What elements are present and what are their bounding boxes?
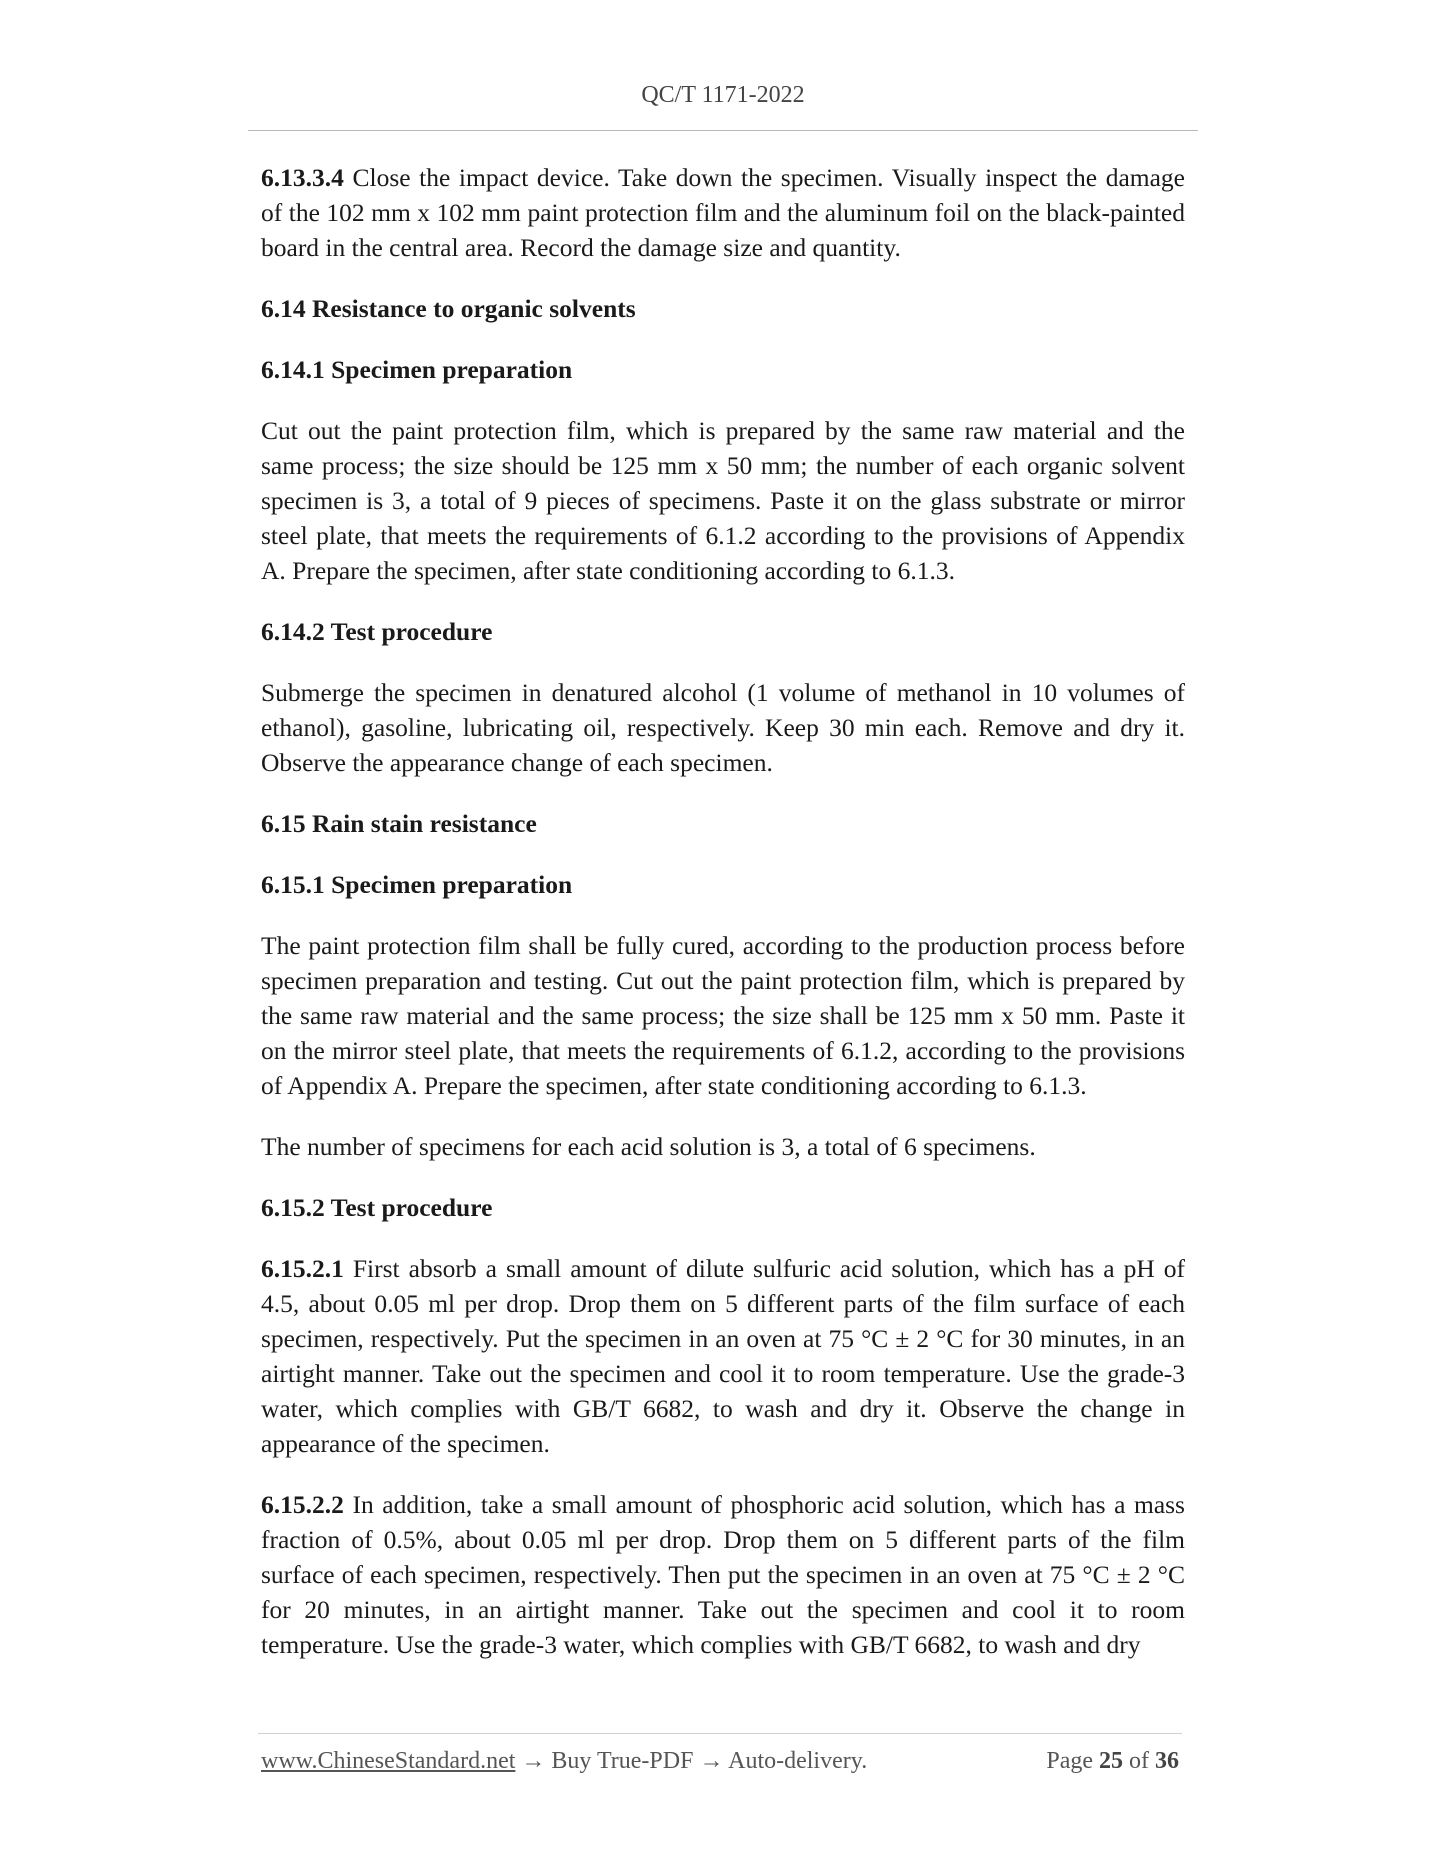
- paragraph-6-15-1-b: The number of specimens for each acid solution is 3, a total of 6 specimens.: [261, 1132, 1036, 1161]
- clause-6-15-2-1: [261, 1251, 1185, 1461]
- clause-number: 6.15.2.1: [261, 1254, 344, 1283]
- site-link[interactable]: www.ChineseStandard.net: [261, 1748, 516, 1774]
- footer-tagline: → Buy True-PDF → Auto-delivery.: [515, 1748, 868, 1774]
- page-header: QC/T 1171-2022: [641, 82, 805, 108]
- clause-text: Close the impact device. Take down the specimen. Visually inspect the damage of the 102 mm x 102 mm paint protection film and the aluminum foil on the black-painted board in the central area. Record the damage size and quantity.: [261, 163, 1185, 262]
- page-current: 25: [1099, 1748, 1123, 1774]
- paragraph-6-14-1: Cut out the paint protection film, which is prepared by the same raw material and the same process; the size should be 125 mm x 50 mm; the number of each organic solvent specimen is 3, a total of 9 pieces of specimens. Paste it on the glass substrate or mirror steel plate, that meets the requirements of 6.1.2 according to the provisions of Appendix A. Prepare the specimen, after state conditioning according to 6.1.3.: [261, 416, 1185, 585]
- clause-text: First absorb a small amount of dilute sulfuric acid solution, which has a pH of 4.5, about 0.05 ml per drop. Drop them on 5 different parts of the film surface of each specimen, respectively. Put the specimen in an oven at 75 °C ± 2 °C for 30 minutes, in an airtight manner. Take out the specimen and cool it to room temperature. Use the grade-3 water, which complies with GB/T 6682, to wash and dry it. Observe the change in appearance of the specimen.: [261, 1254, 1185, 1458]
- clause-number: 6.13.3.4: [261, 163, 344, 192]
- heading-6-15-2: 6.15.2 Test procedure: [261, 1193, 493, 1222]
- heading-6-15: 6.15 Rain stain resistance: [261, 809, 537, 838]
- clause-text: In addition, take a small amount of phosphoric acid solution, which has a mass fraction of 0.5%, about 0.05 ml per drop. Drop them on 5 different parts of the film surface of each specimen, respectively. Then put the specimen in an oven at 75 °C ± 2 °C for 20 minutes, in an airtight manner. Take out the specimen and cool it to room temperature. Use the grade-3 water, which complies with GB/T 6682, to wash and dry: [261, 1490, 1185, 1659]
- footer-divider: [258, 1733, 1182, 1734]
- heading-6-14-2: 6.14.2 Test procedure: [261, 617, 493, 646]
- heading-6-14: 6.14 Resistance to organic solvents: [261, 294, 636, 323]
- heading-6-14-1: 6.14.1 Specimen preparation: [261, 355, 573, 384]
- header-divider: [248, 130, 1198, 131]
- clause-number: 6.15.2.2: [261, 1490, 344, 1519]
- paragraph-6-14-2: Submerge the specimen in denatured alcohol (1 volume of methanol in 10 volumes of ethanol), gasoline, lubricating oil, respectively. Keep 30 min each. Remove and dry it. Observe the appearance change of each specimen.: [261, 678, 1185, 777]
- footer-promo: [261, 1748, 867, 1775]
- page-indicator: [1046, 1748, 1179, 1775]
- clause-6-13-3-4: [261, 160, 1185, 265]
- paragraph-6-15-1-a: The paint protection film shall be fully cured, according to the production process before specimen preparation and testing. Cut out the paint protection film, which is prepared by the same raw material and the same process; the size shall be 125 mm x 50 mm. Paste it on the mirror steel plate, that meets the requirements of 6.1.2, according to the provisions of Appendix A. Prepare the specimen, after state conditioning according to 6.1.3.: [261, 931, 1185, 1100]
- clause-6-15-2-2: [261, 1487, 1185, 1662]
- heading-6-15-1: 6.15.1 Specimen preparation: [261, 870, 573, 899]
- page-label: Page: [1046, 1748, 1099, 1774]
- document-body: [261, 160, 1185, 1688]
- page-total: 36: [1155, 1748, 1179, 1774]
- page-of: of: [1123, 1748, 1155, 1774]
